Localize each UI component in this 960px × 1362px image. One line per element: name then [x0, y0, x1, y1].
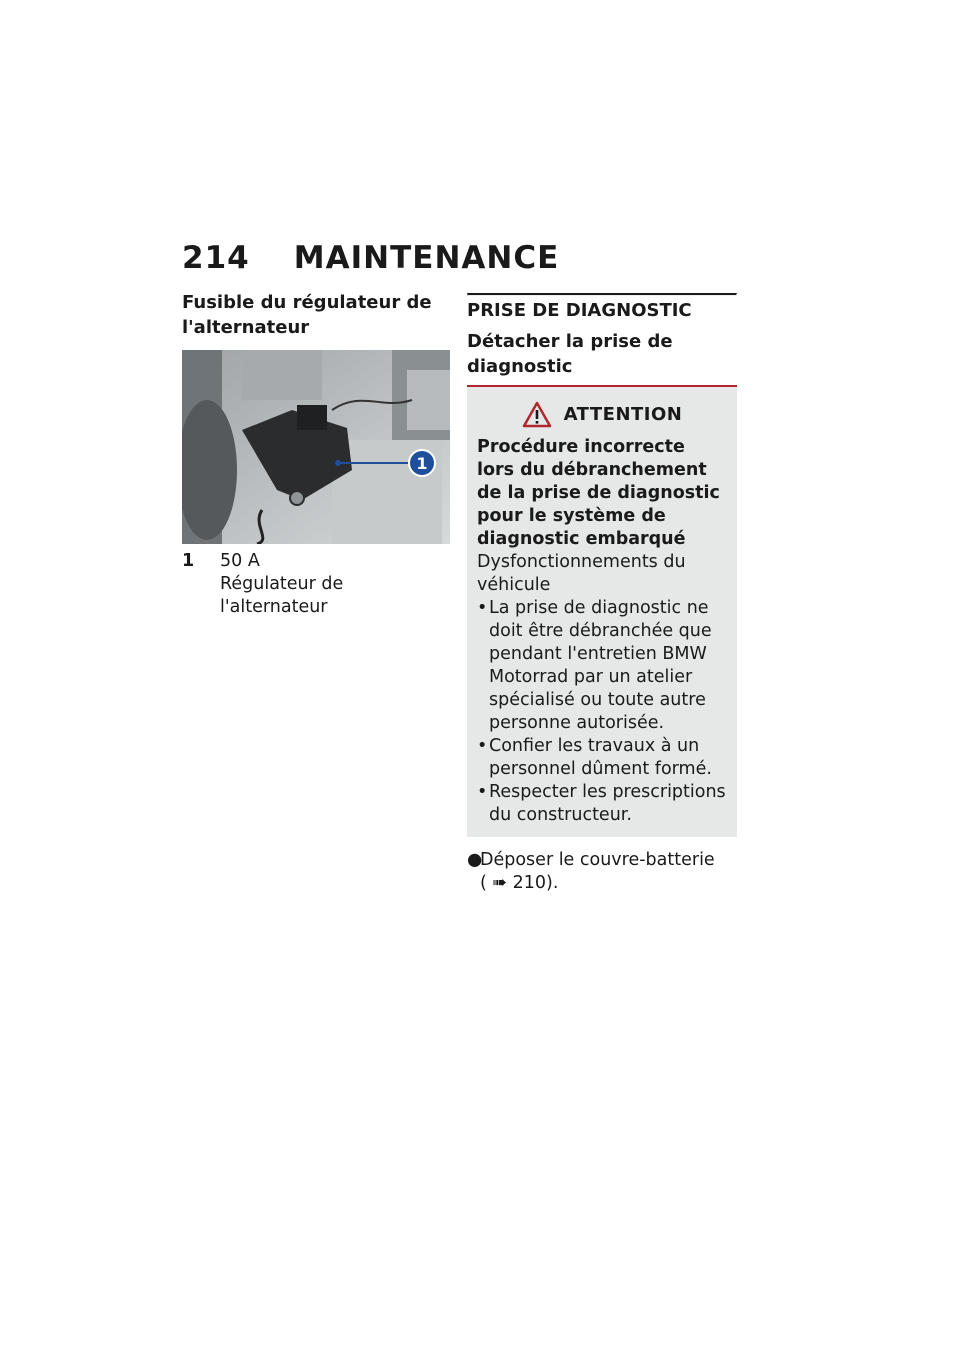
- page-reference[interactable]: ( ➠ 210).: [480, 873, 559, 893]
- fuse-heading: Fusible du régulateur de l'alternateur: [182, 292, 432, 338]
- chapter-title: MAINTENANCE: [293, 240, 560, 276]
- alternator-fuse-photo: [182, 350, 450, 544]
- legend-number: 1: [182, 551, 195, 571]
- procedure-step: [467, 849, 737, 895]
- bullet-dot-icon: •: [477, 782, 488, 802]
- legend-rating: 50 A: [220, 551, 260, 571]
- warning-bullet: • Respecter les prescriptions du constructeur.: [477, 782, 726, 825]
- page-header: [182, 240, 559, 276]
- callout-number: 1: [416, 454, 428, 473]
- step-text: Déposer le couvre-batterie: [480, 850, 715, 870]
- warning-label: ATTENTION: [563, 404, 683, 425]
- legend-item: [182, 550, 442, 619]
- step-bullet-icon: ●: [467, 850, 483, 870]
- warning-triangle-icon: [522, 401, 552, 428]
- right-column: [467, 293, 737, 895]
- warning-bullet: • Confier les travaux à un personnel dûment formé.: [477, 736, 712, 779]
- warning-bullet: • La prise de diagnostic ne doit être débranchée que pendant l'entretien BMW Motorrad par un atelier spécialisé ou toute autre personne autorisée.: [477, 598, 712, 733]
- warning-consequence: Dysfonctionnements du véhicule: [477, 552, 686, 595]
- section-rule: [467, 293, 737, 296]
- left-column: [182, 290, 442, 619]
- section-title: PRISE DE DIAGNOSTIC: [467, 300, 692, 321]
- bullet-dot-icon: •: [477, 598, 488, 618]
- warning-box: [467, 385, 737, 837]
- warning-header: [477, 401, 727, 428]
- legend-description: Régulateur de l'alternateur: [220, 574, 344, 617]
- page-number: 214: [182, 240, 250, 276]
- engine-illustration: [182, 350, 450, 544]
- warning-subtitle: Procédure incorrecte lors du débranchement de la prise de diagnostic pour le système de diagnostic embarqué: [477, 437, 720, 549]
- bullet-dot-icon: •: [477, 736, 488, 756]
- procedure-title: Détacher la prise de diagnostic: [467, 331, 673, 377]
